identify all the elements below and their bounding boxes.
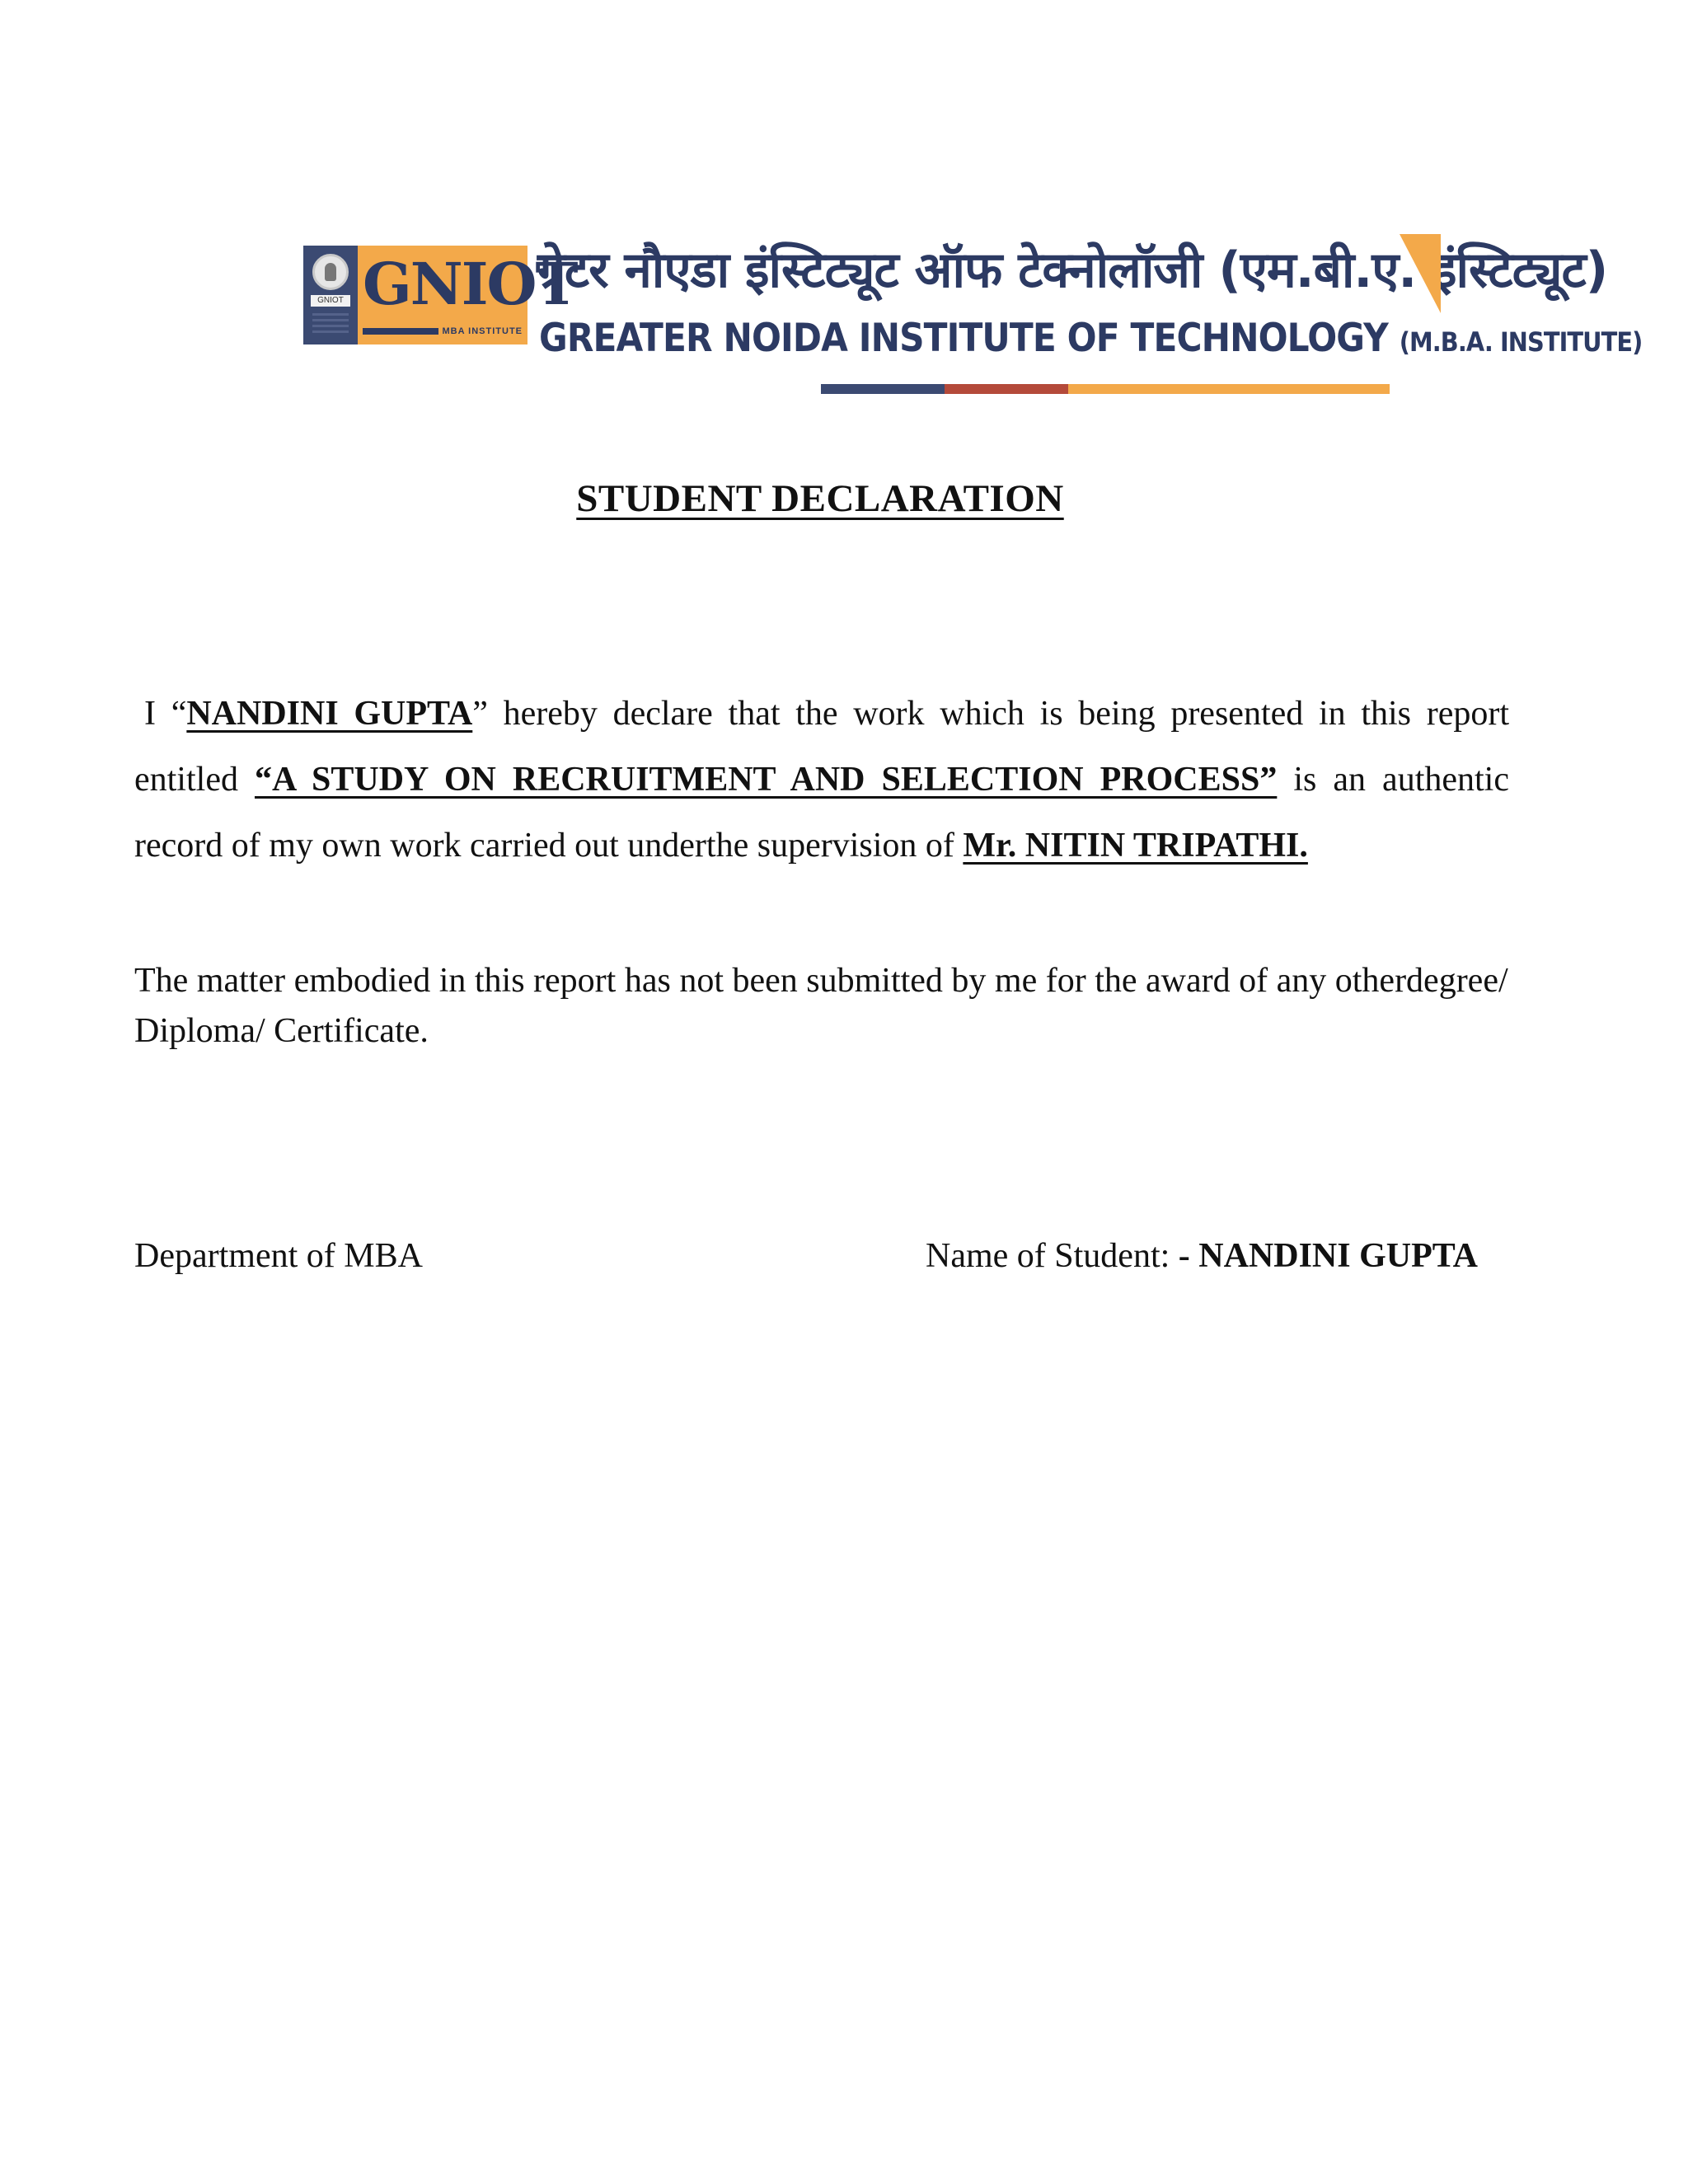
statement-paragraph: The matter embodied in this report has not been submitted by me for the award of any otherdegree/ Diploma/ Certificate. — [134, 962, 1508, 1050]
stripe-navy — [821, 384, 945, 394]
stripe-red — [945, 384, 1068, 394]
seal-icon — [312, 254, 349, 290]
declaration-supervisor: Mr. NITIN TRIPATHI. — [963, 827, 1308, 865]
logo-sub-text: MBA INSTITUTE — [442, 326, 523, 336]
seal-lines — [312, 313, 349, 336]
stripe-orange — [1068, 384, 1390, 394]
student-name-value: - NANDINI GUPTA — [1178, 1237, 1478, 1275]
declaration-text-1: ” hereby declare that the work which is being presented in this report entitled — [134, 695, 1509, 799]
declaration-report-title: “A STUDY ON RECRUITMENT AND SELECTION PROCESS” — [254, 761, 1278, 799]
student-name-line — [926, 1236, 1478, 1276]
declaration-prefix: I “ — [144, 695, 187, 733]
institute-name-hindi: ग्रेटर नौएडा इंस्टिट्यूट ऑफ टेक्नोलॉजी (एम.बी.ए. इंस्टिट्यूट) — [537, 241, 1608, 299]
logo-sub-bar — [363, 328, 438, 335]
document-title: STUDENT DECLARATION — [576, 477, 1064, 520]
department-label: Department of MBA — [134, 1237, 423, 1275]
logo-wordmark-panel — [358, 246, 577, 344]
seal-label: GNIOT — [311, 295, 350, 307]
declaration-paragraph — [134, 681, 1509, 879]
institute-name-sub: (M.B.A. INSTITUTE) — [1399, 326, 1643, 358]
letterhead-stripe — [821, 384, 1390, 394]
institute-name-english — [539, 315, 1642, 366]
corner-triangle-decoration — [1400, 234, 1441, 313]
declaration-text-2: is an authentic record of my own work carried out underthe supervision of — [134, 761, 1509, 865]
student-name-label: Name of Student: — [926, 1237, 1179, 1275]
gniot-logo — [303, 246, 577, 344]
declaration-student-name: NANDINI GUPTA — [186, 695, 473, 733]
seal-panel — [303, 246, 358, 344]
logo-wordmark: GNIOT — [363, 250, 577, 318]
institute-name-main: GREATER NOIDA INSTITUTE OF TECHNOLOGY — [539, 316, 1388, 361]
logo-subline — [363, 325, 523, 338]
letterhead — [303, 234, 1643, 407]
